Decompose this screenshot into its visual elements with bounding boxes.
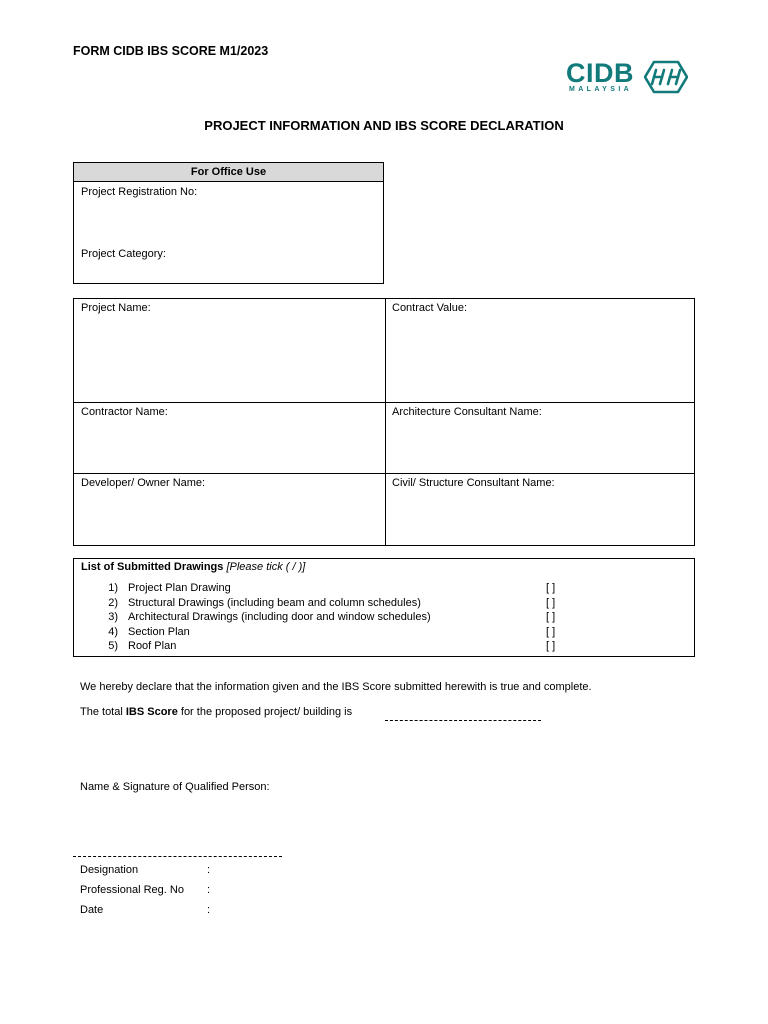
architecture-consultant-label: Architecture Consultant Name: <box>392 406 542 418</box>
date-label: Date <box>80 904 104 916</box>
signature-label: Name & Signature of Qualified Person: <box>80 781 270 793</box>
signature-line[interactable] <box>73 856 282 857</box>
office-use-box <box>73 162 384 284</box>
project-info-grid <box>73 298 695 546</box>
drawings-list <box>102 581 662 654</box>
cidb-logo <box>566 58 688 98</box>
contractor-name-label: Contractor Name: <box>81 406 168 418</box>
logo-text: CIDB <box>566 58 634 88</box>
list-item: 4) Section Plan [ ] <box>108 625 556 638</box>
project-name-label: Project Name: <box>81 302 151 314</box>
cidb-hexagon-icon <box>644 59 688 95</box>
submitted-drawings-box <box>73 558 695 657</box>
developer-owner-label: Developer/ Owner Name: <box>81 477 206 489</box>
date-colon: : <box>207 904 211 916</box>
drawings-heading: List of Submitted Drawings [Please tick ( / )] <box>81 561 306 573</box>
tick-box[interactable]: [ ] <box>546 640 556 653</box>
category-label: Project Category: <box>81 248 166 260</box>
tick-box[interactable]: [ ] <box>546 611 556 624</box>
contract-value-label: Contract Value: <box>392 302 468 314</box>
declaration-statement: We hereby declare that the information given and the IBS Score submitted herewith is true and complete. <box>80 681 592 693</box>
professional-reg-label: Professional Reg. No <box>80 884 184 896</box>
ibs-score-statement: The total IBS Score for the proposed project/ building is <box>80 706 353 718</box>
list-item: 3) Architectural Drawings (including door and window schedules) [ ] <box>108 611 556 624</box>
office-use-heading: For Office Use <box>74 163 383 182</box>
tick-box[interactable]: [ ] <box>546 582 556 594</box>
civil-consultant-label: Civil/ Structure Consultant Name: <box>392 477 555 489</box>
list-item: 2) Structural Drawings (including beam and column schedules) [ ] <box>108 596 556 609</box>
document-title: PROJECT INFORMATION AND IBS SCORE DECLARATION <box>204 118 564 133</box>
designation-label: Designation <box>80 864 139 876</box>
ibs-score-line[interactable] <box>385 720 541 721</box>
list-item: 5) Roof Plan [ ] <box>108 640 556 653</box>
logo-subtext: MALAYSIA <box>569 86 633 93</box>
form-code: FORM CIDB IBS SCORE M1/2023 <box>73 44 269 58</box>
professional-reg-colon: : <box>207 884 211 896</box>
tick-box[interactable]: [ ] <box>546 596 556 609</box>
registration-label: Project Registration No: <box>81 186 198 198</box>
designation-colon: : <box>207 864 211 876</box>
list-item: 1) Project Plan Drawing [ ] <box>108 582 556 594</box>
tick-box[interactable]: [ ] <box>546 625 556 638</box>
